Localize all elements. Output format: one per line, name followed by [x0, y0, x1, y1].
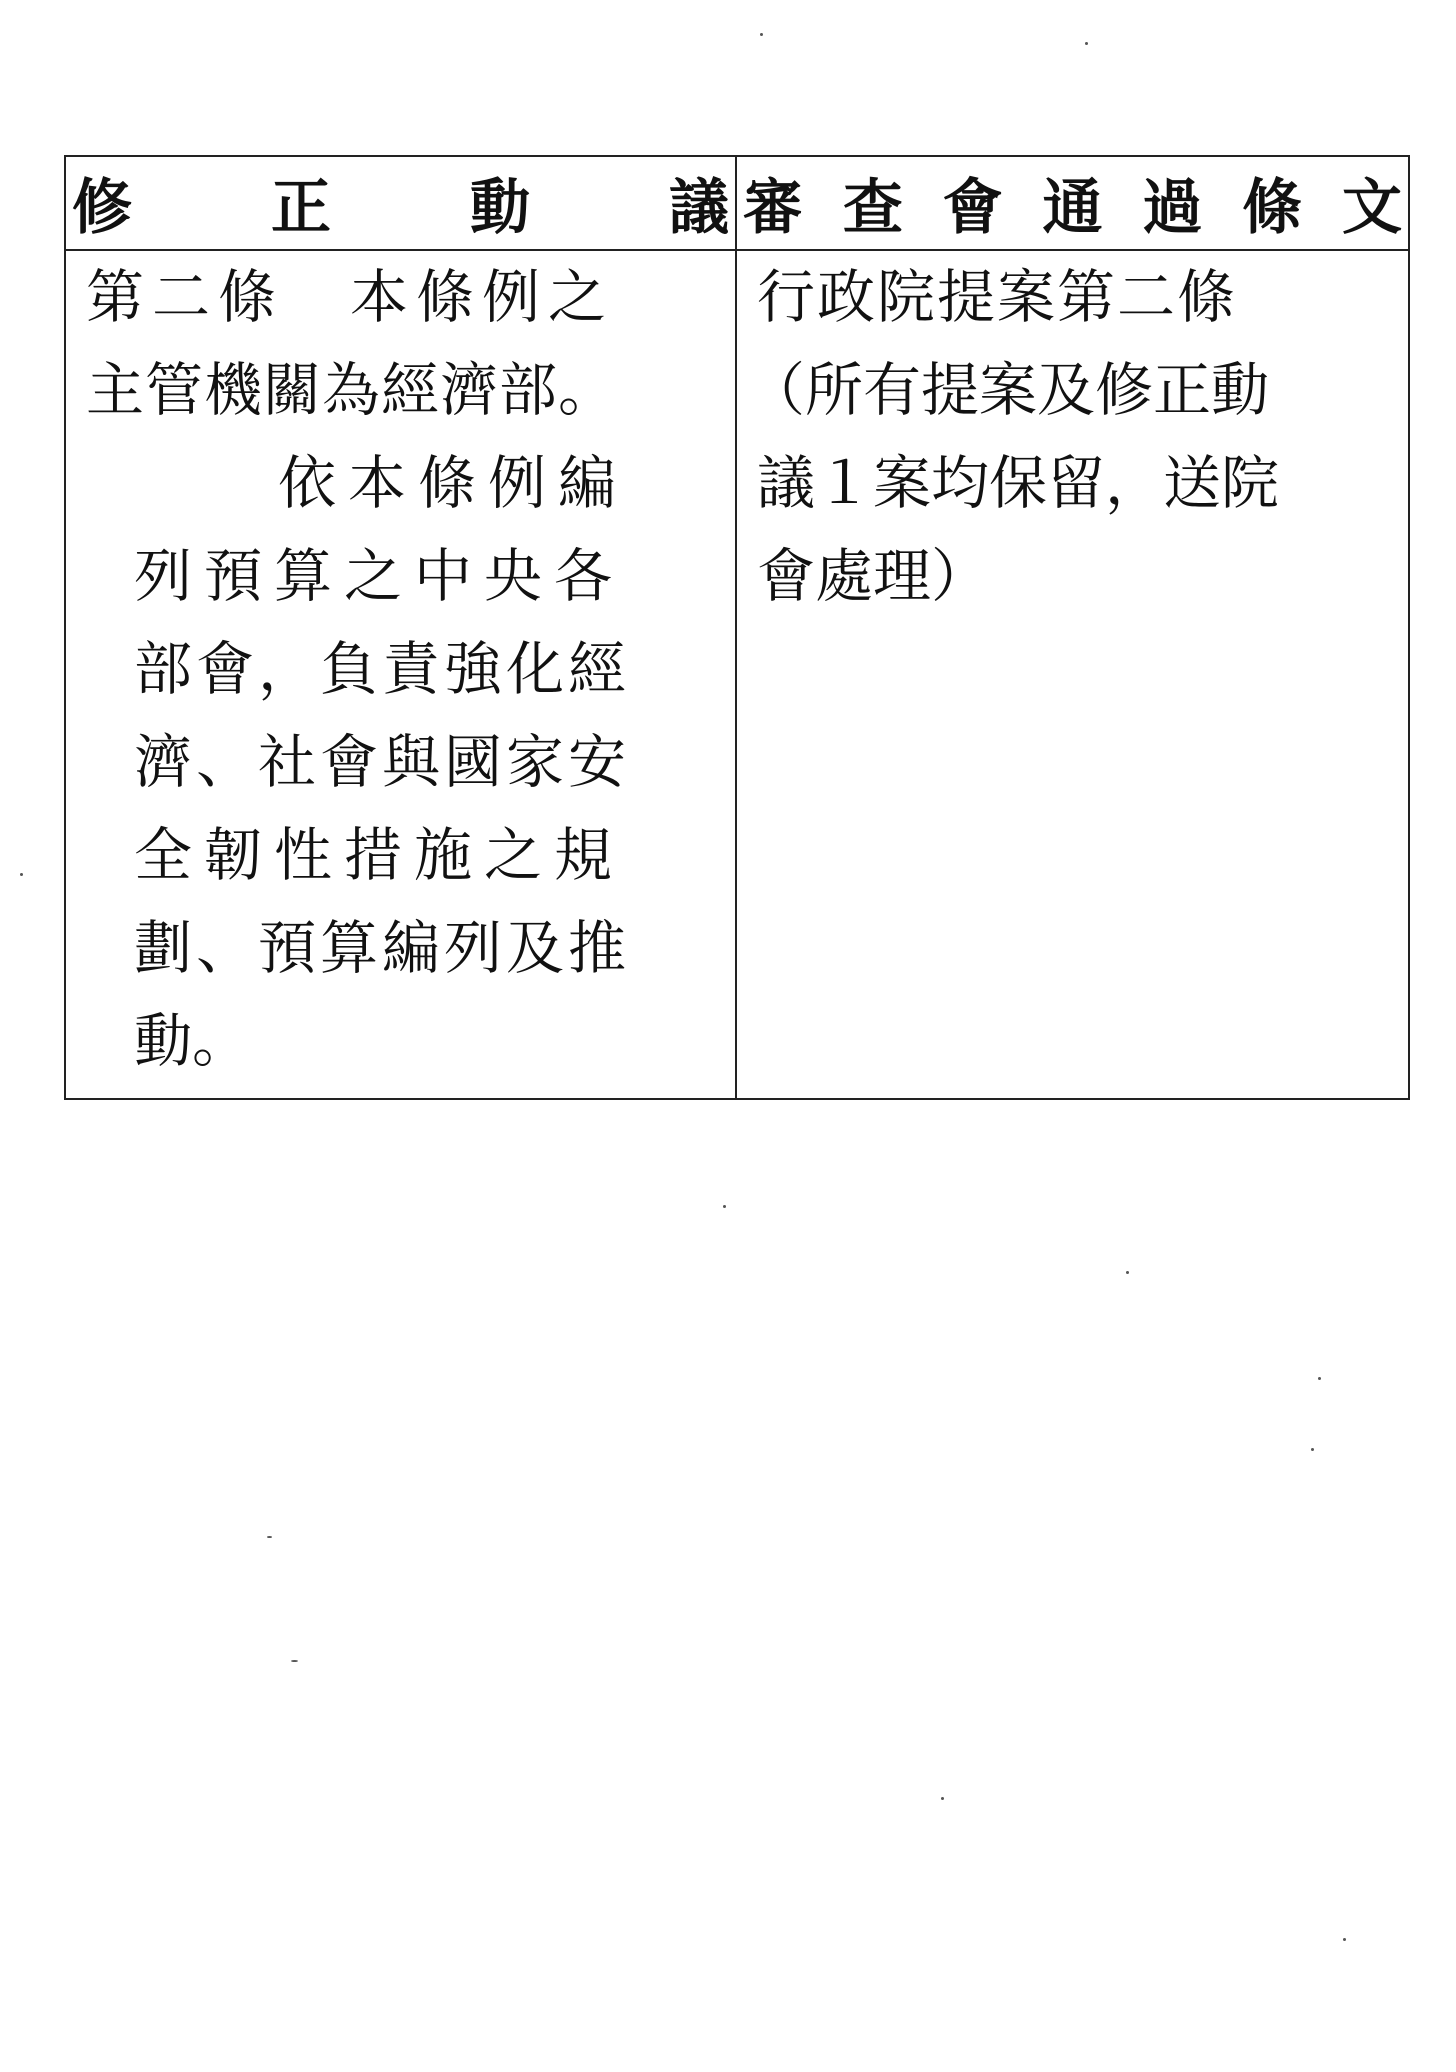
- scan-speck: [1085, 42, 1088, 45]
- amendment-table: [64, 155, 1410, 1100]
- header-char: 議: [669, 173, 729, 243]
- header-char: 動: [470, 173, 530, 243]
- amendment-line: 主管機關為經濟部。: [86, 356, 618, 424]
- amendment-line: 劃、預算編列及推: [134, 914, 631, 982]
- header-char: 通: [1042, 173, 1103, 243]
- header-char: 條: [1242, 173, 1303, 243]
- header-char: 過: [1142, 173, 1203, 243]
- scan-speck: [267, 1536, 272, 1538]
- header-char: 文: [1341, 173, 1402, 243]
- scan-speck: [941, 1797, 944, 1800]
- scan-speck: [1311, 1448, 1314, 1451]
- header-char: 查: [842, 173, 903, 243]
- scan-speck: [1318, 1377, 1321, 1380]
- scan-speck: [20, 873, 23, 876]
- amendment-line: 動。: [134, 1007, 251, 1075]
- header-committee-passed-text: [736, 156, 1409, 250]
- table-body-row: [65, 250, 1409, 1099]
- committee-line: 議１案均保留，送院: [757, 449, 1280, 517]
- header-amendment-motion: [65, 156, 736, 250]
- amendment-line: 濟、社會與國家安: [134, 728, 631, 796]
- scan-speck: [760, 33, 763, 36]
- table-header-row: [65, 156, 1409, 250]
- scan-speck: [723, 1205, 726, 1208]
- scan-speck: [1126, 1271, 1129, 1274]
- scan-speck: [1343, 1938, 1346, 1941]
- committee-text-cell: [736, 250, 1409, 1099]
- scan-speck: [291, 1660, 298, 1662]
- committee-line: 會處理）: [757, 542, 990, 610]
- committee-line: 行政院提案第二條: [757, 263, 1238, 331]
- amendment-line: 全韌性措施之規: [134, 821, 625, 889]
- amendment-line: 第二條 本條例之: [86, 263, 615, 331]
- header-char: 審: [743, 173, 803, 243]
- committee-line: （所有提案及修正動: [747, 356, 1270, 424]
- amendment-line: 部會，負責強化經: [134, 635, 631, 703]
- amendment-text-cell: [65, 250, 736, 1099]
- header-char: 會: [942, 173, 1003, 243]
- amendment-line: 列預算之中央各: [134, 542, 625, 610]
- amendment-line: 依本條例編: [278, 449, 629, 517]
- header-char: 修: [72, 173, 132, 243]
- header-char: 正: [271, 173, 331, 243]
